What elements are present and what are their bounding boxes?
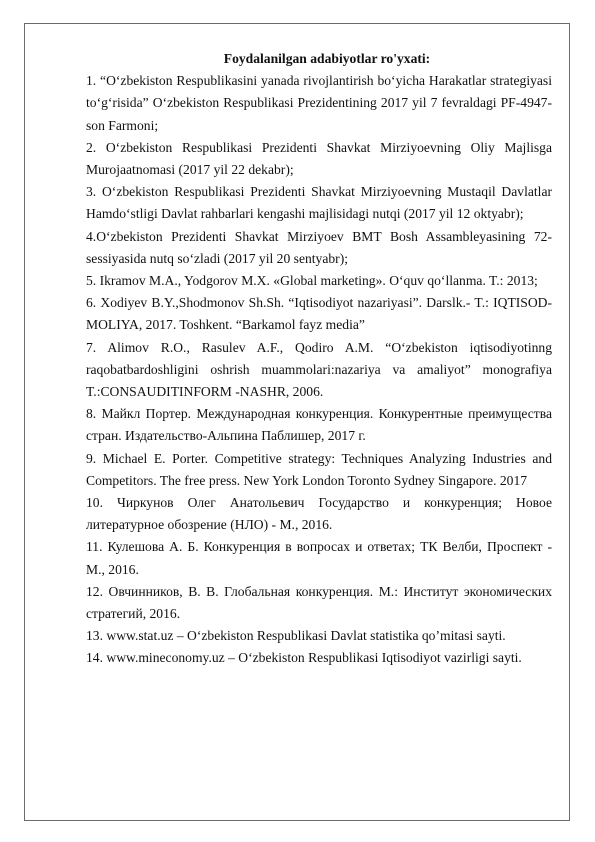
reference-item: 14. www.mineconomy.uz – O‘zbekiston Respublikasi Iqtisodiyot vazirligi sayti.: [86, 650, 522, 666]
reference-item: 6. Xodiyev B.Y.,Shodmonov Sh.Sh. “Iqtisodiyot nazariyasi”. Darslk.- T.: IQTISOD-MOLIYA, 2017. Toshkent. “Barkamol fayz media”: [86, 295, 552, 333]
reference-item: 13. www.stat.uz – O‘zbekiston Respublikasi Davlat statistika qo’mitasi sayti.: [86, 628, 506, 644]
reference-item: 12. Овчинников, В. В. Глобальная конкуренция. М.: Институт экономических стратегий, 2016.: [86, 583, 552, 622]
reference-item: 4.O‘zbekiston Prezidenti Shavkat Mirziyoev BMT Bosh Assambleyasining 72-sessiyasida nutq so‘zladi (2017 yil 20 sentyabr);: [86, 228, 552, 266]
reference-item: 5. Ikramov M.A., Yodgorov M.X. «Global marketing». O‘quv qo‘llanma. T.: 2013;: [86, 273, 538, 289]
reference-item: 1. “O‘zbekiston Respublikasini yanada rivojlantirish bo‘yicha Harakatlar strategiyasi to‘g‘risida” O‘zbekiston Respublikasi Prezidentining 2017 yil 7 fevraldagi PF-4947-son Farmoni;: [86, 73, 552, 133]
reference-item: 7. Alimov R.O., Rasulev A.F., Qodiro A.M. “O‘zbekiston iqtisodiyotinng raqobatbardoshligini oshrish muammolari:nazariya va amaliyot” monografiya T.:CONSAUDITINFORM -NASHR, 2006.: [86, 339, 552, 400]
reference-item: 3. O‘zbekiston Respublikasi Prezidenti Shavkat Mirziyoevning Mustaqil Davlatlar Hamdo‘stligi Davlat rahbarlari kengashi majlisidagi nutqi (2017 yil 12 oktyabr);: [86, 184, 552, 222]
reference-item: 2. O‘zbekiston Respublikasi Prezidenti Shavkat Mirziyoevning Oliy Majlisga Murojaatnomasi (2017 yil 22 dekabr);: [86, 139, 552, 178]
document-body: [86, 48, 552, 670]
reference-item: 10. Чиркунов Олег Анатольевич Государство и конкуренция; Новое литературное обозрение (НЛО) - М., 2016.: [86, 495, 552, 533]
reference-item: 8. Майкл Портер. Международная конкуренция. Конкурентные преимущества стран. Издательство-Альпина Паблишер, 2017 г.: [86, 406, 552, 444]
reference-item: 11. Кулешова А. Б. Конкуренция в вопросах и ответах; ТК Велби, Проспект - М., 2016.: [86, 539, 552, 577]
page-title: Foydalanilgan adabiyotlar ro'yxati:: [223, 51, 431, 66]
reference-item: 9. Michael E. Porter. Competitive strategy: Techniques Analyzing Industries and Competitors. The free press. New York London Toronto Sydney Singapore. 2017: [86, 450, 552, 488]
